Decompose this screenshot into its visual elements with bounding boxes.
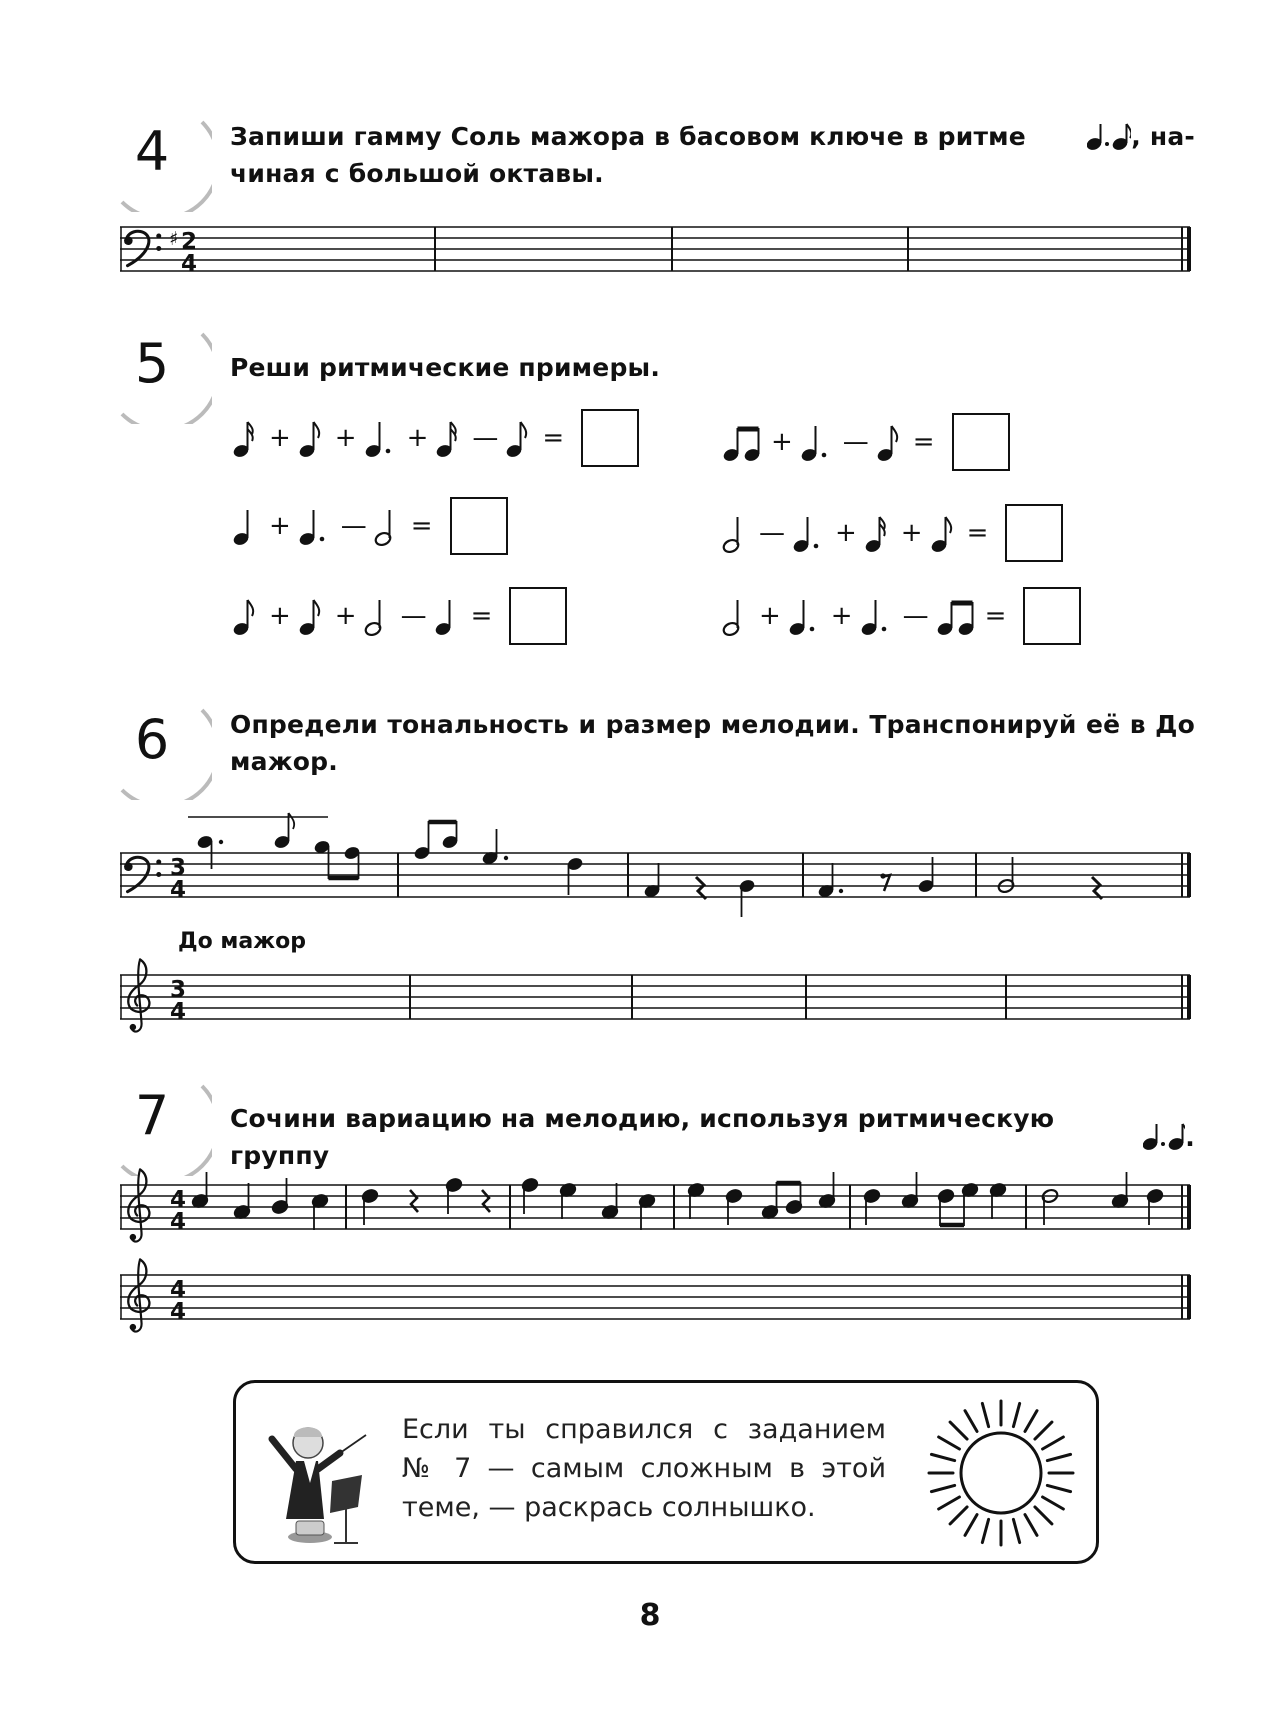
task-number-badge — [112, 700, 202, 790]
plus-sign: + — [759, 601, 781, 631]
task-6-line2: мажор. — [230, 747, 338, 776]
answer-box[interactable] — [581, 409, 639, 467]
time-sig-bottom: 4 — [170, 999, 187, 1025]
equation-6 — [722, 586, 1081, 646]
staff-task6-answer[interactable] — [120, 958, 1195, 1038]
treble-clef-icon — [128, 959, 149, 1031]
sun-ray — [1047, 1485, 1070, 1491]
rhythm-group-icon — [1087, 122, 1131, 152]
dotted-quarter-icon — [298, 506, 334, 546]
sixteenth-note-icon — [435, 418, 465, 458]
answer-box[interactable] — [1023, 587, 1081, 645]
answer-box[interactable] — [952, 413, 1010, 471]
sixteenth-note-icon — [232, 418, 262, 458]
task-5-text: Реши ритмические примеры. — [230, 353, 661, 382]
sun-ray — [982, 1403, 988, 1426]
dotted-quarter-icon — [788, 596, 824, 636]
eighth-note-icon — [298, 418, 328, 458]
equation-5 — [232, 586, 567, 646]
task-number-badge — [112, 112, 202, 202]
answer-box[interactable] — [509, 587, 567, 645]
half-note-icon — [722, 513, 752, 553]
key-sharp: ♯ — [169, 228, 179, 250]
dotted-quarter-icon — [792, 513, 828, 553]
task-6-line1: Определи тональность и размер мелодии. Транспонируй её в До — [230, 710, 1195, 739]
time-sig-bottom: 4 — [170, 1299, 187, 1325]
equation-1 — [232, 408, 639, 468]
sun-icon[interactable] — [926, 1395, 1076, 1551]
beamed-eighths-icon — [722, 422, 764, 462]
plus-sign: + — [406, 423, 429, 453]
eighth-note-icon — [876, 422, 906, 462]
equals-sign: = — [912, 427, 935, 457]
answer-staff-label: До мажор — [178, 929, 306, 954]
sun-ray — [950, 1507, 967, 1524]
sun-ray — [1035, 1507, 1052, 1524]
equation-2 — [722, 412, 1010, 472]
time-sig-top: 3 — [170, 855, 187, 881]
reward-text — [402, 1410, 886, 1527]
eighth-note-icon — [930, 513, 960, 553]
minus-sign: — — [759, 518, 785, 548]
answer-box[interactable] — [450, 497, 508, 555]
plus-sign: + — [269, 601, 291, 631]
time-sig-bottom: 4 — [181, 251, 198, 277]
task-4-line1: Запиши гамму Соль мажора в басовом ключе в ритме — [230, 122, 1026, 151]
task-number: 7 — [134, 1084, 170, 1147]
sixteenth-note-icon — [864, 513, 894, 553]
sun-ray — [1043, 1437, 1064, 1449]
dotted-quarter-icon — [800, 422, 836, 462]
plus-sign: + — [835, 518, 857, 548]
time-sig-top: 3 — [170, 977, 187, 1003]
time-sig-top: 4 — [170, 1277, 187, 1303]
minus-sign: — — [472, 423, 499, 453]
task-7-line1: Сочини вариацию на мелодию, используя ритмическую группу — [230, 1104, 1055, 1170]
quarter-note-icon — [232, 506, 262, 546]
plus-sign: + — [269, 511, 291, 541]
plus-sign: + — [830, 601, 853, 631]
rhythm-group-icon — [1143, 1122, 1186, 1152]
sun-ray — [965, 1515, 977, 1536]
eighth-note-icon — [298, 596, 328, 636]
reward-line2: № 7 — самым сложным в этой — [402, 1453, 886, 1484]
beamed-eighths-icon — [936, 596, 978, 636]
sun-ray — [950, 1422, 967, 1439]
equals-sign: = — [984, 601, 1007, 631]
equation-3 — [232, 496, 508, 556]
sun-ray — [965, 1411, 977, 1432]
task-4-line1-tail: , на- — [1131, 122, 1195, 151]
plus-sign: + — [900, 518, 923, 548]
sun-ray — [939, 1497, 960, 1509]
page-number: 8 — [639, 1598, 661, 1633]
task-number-badge — [112, 324, 202, 414]
minus-sign: — — [842, 427, 869, 457]
reward-line3: теме, — раскрась солнышко. — [402, 1492, 816, 1523]
rhythm-group — [1075, 118, 1195, 155]
sun-ray — [1013, 1403, 1019, 1426]
answer-box[interactable] — [1005, 504, 1063, 562]
sun-ray — [982, 1519, 988, 1542]
equals-sign: = — [470, 601, 493, 631]
equals-sign: = — [966, 518, 989, 548]
sun-ray — [1047, 1454, 1070, 1460]
sun-ray — [1035, 1422, 1052, 1439]
sun-ray — [1043, 1497, 1064, 1509]
sentence-period: . — [1185, 1122, 1195, 1152]
minus-sign: — — [400, 601, 427, 631]
equals-sign: = — [410, 511, 433, 541]
plus-sign: + — [771, 427, 793, 457]
time-sig-bottom: 4 — [170, 877, 187, 903]
staff-task7-answer[interactable] — [120, 1258, 1195, 1338]
sun-ray — [1025, 1411, 1037, 1432]
quarter-note-icon — [434, 596, 464, 636]
half-note-icon — [374, 506, 404, 546]
sun-ray — [931, 1454, 954, 1460]
task-6-text — [230, 706, 1195, 780]
task-4-text — [230, 118, 1195, 192]
time-sig-top: 2 — [181, 229, 198, 255]
task-number-badge — [112, 1076, 202, 1166]
task-7-text — [230, 1100, 1195, 1174]
reward-box — [233, 1380, 1099, 1564]
staff-task4[interactable] — [120, 222, 1195, 282]
minus-sign: — — [902, 601, 929, 631]
task-4-line2: чиная с большой октавы. — [230, 159, 604, 188]
equation-4 — [722, 503, 1063, 563]
conductor-icon — [262, 1409, 372, 1549]
time-sig-top: 4 — [170, 1187, 187, 1213]
sun-ray — [1025, 1515, 1037, 1536]
minus-sign: — — [340, 511, 367, 541]
eighth-note-icon — [505, 418, 535, 458]
equals-sign: = — [542, 423, 565, 453]
plus-sign: + — [334, 423, 357, 453]
plus-sign: + — [269, 423, 291, 453]
melody-notes — [196, 813, 1102, 917]
staff-task7-melody — [120, 1168, 1195, 1248]
dotted-quarter-icon — [860, 596, 896, 636]
half-note-icon — [364, 596, 394, 636]
treble-clef-icon — [128, 1259, 149, 1331]
task-number: 5 — [134, 332, 170, 395]
time-sig-bottom: 4 — [170, 1209, 187, 1235]
staff-task6-melody — [120, 805, 1195, 945]
sun-ray — [931, 1485, 954, 1491]
dotted-quarter-icon — [364, 418, 400, 458]
reward-line1: Если ты справился с заданием — [402, 1414, 886, 1445]
task-number: 6 — [134, 708, 170, 771]
sun-ray — [939, 1437, 960, 1449]
plus-sign: + — [334, 601, 357, 631]
melody-notes — [191, 1172, 1164, 1230]
task-number: 4 — [134, 120, 170, 183]
treble-clef-icon — [128, 1169, 149, 1241]
sun-ray — [1013, 1519, 1019, 1542]
eighth-note-icon — [232, 596, 262, 636]
half-note-icon — [722, 596, 752, 636]
